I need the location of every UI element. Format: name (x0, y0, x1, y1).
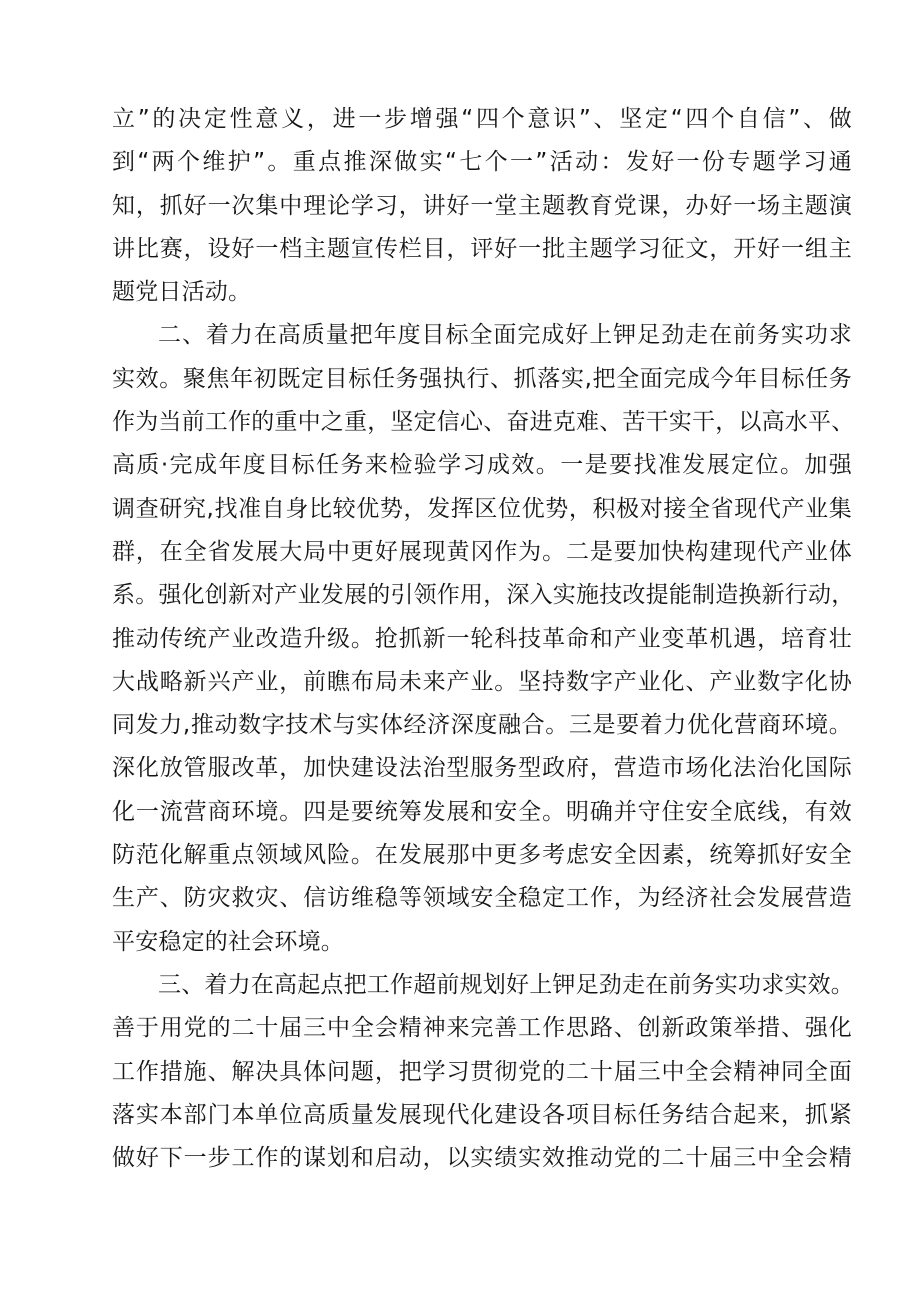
text-line: 系。强化创新对产业发展的引领作用，深入实施技改提能制造换新行动， (112, 582, 855, 609)
text-line: 工作措施、解决具体问题，把学习贯彻党的二十届三中全会精神同全面 (112, 1058, 852, 1085)
text-line: 立”的决定性意义，进一步增强“四个意识”、坚定“四个自信”、做 (112, 106, 852, 132)
paragraph-1 (112, 98, 852, 314)
text-line: 作为当前工作的重中之重，坚定信心、奋进克难、苦干实干，以高水平、 (112, 409, 855, 436)
text-line: 化一流营商环境。四是要统筹发展和安全。明确并守住安全底线，有效 (112, 798, 852, 825)
text-line: 调查研究,找准自身比较优势，发挥区位优势，积极对接全省现代产业集 (112, 495, 852, 522)
text-line: 平安稳定的社会环境。 (112, 928, 344, 955)
text-line: 知，抓好一次集中理论学习，讲好一堂主题教育党课，办好一场主题演 (112, 192, 852, 219)
text-line: 到“两个维护”。重点推深做实“七个一”活动：发好一份专题学习通 (112, 149, 852, 176)
text-line: 二、着力在高质量把年度目标全面完成好上钾足劲走在前务实功求 (158, 322, 852, 349)
text-line: 推动传统产业改造升级。抢抓新一轮科技革命和产业变革机遇，培育壮 (112, 625, 852, 652)
text-line: 做好下一步工作的谋划和启动，以实绩实效推动党的二十届三中全会精 (112, 1145, 852, 1172)
paragraph-3 (112, 964, 852, 1180)
text-line: 落实本部门本单位高质量发展现代化建设各项目标任务结合起来，抓紧 (112, 1101, 852, 1128)
text-line: 高质·完成年度目标任务来检验学习成效。一是要找准发展定位。加强 (112, 452, 852, 479)
text-line: 防范化解重点领域风险。在发展那中更多考虑安全因素，统筹抓好安全 (112, 842, 852, 869)
text-line: 大战略新兴产业，前瞧布局未来产业。坚持数字产业化、产业数字化协 (112, 668, 852, 695)
text-line: 群，在全省发展大局中更好展现黄冈作为。二是要加快构建现代产业体 (112, 538, 852, 565)
text-line: 实效。聚焦年初既定目标任务强执行、抓落实,把全面完成今年目标任务 (112, 365, 852, 392)
text-line: 善于用党的二十届三中全会精神来完善工作思路、创新政策举措、强化 (112, 1015, 852, 1042)
text-line: 讲比赛，设好一档主题宣传栏目，评好一批主题学习征文，开好一组主 (112, 235, 852, 262)
paragraph-2 (112, 314, 855, 963)
text-line: 同发力,推动数字技术与实体经济深度融合。三是要着力优化营商环境。 (112, 712, 852, 739)
text-line: 题党日活动。 (112, 279, 252, 306)
document-body (112, 98, 855, 1180)
text-line: 深化放管服改革，加快建设法治型服务型政府，营造市场化法治化国际 (112, 755, 852, 782)
text-line: 三、着力在高起点把工作超前规划好上钾足劲走在前务实功求实效。 (158, 971, 854, 998)
text-line: 生产、防灾救灾、信访维稳等领域安全稳定工作，为经济社会发展营造 (112, 885, 852, 912)
